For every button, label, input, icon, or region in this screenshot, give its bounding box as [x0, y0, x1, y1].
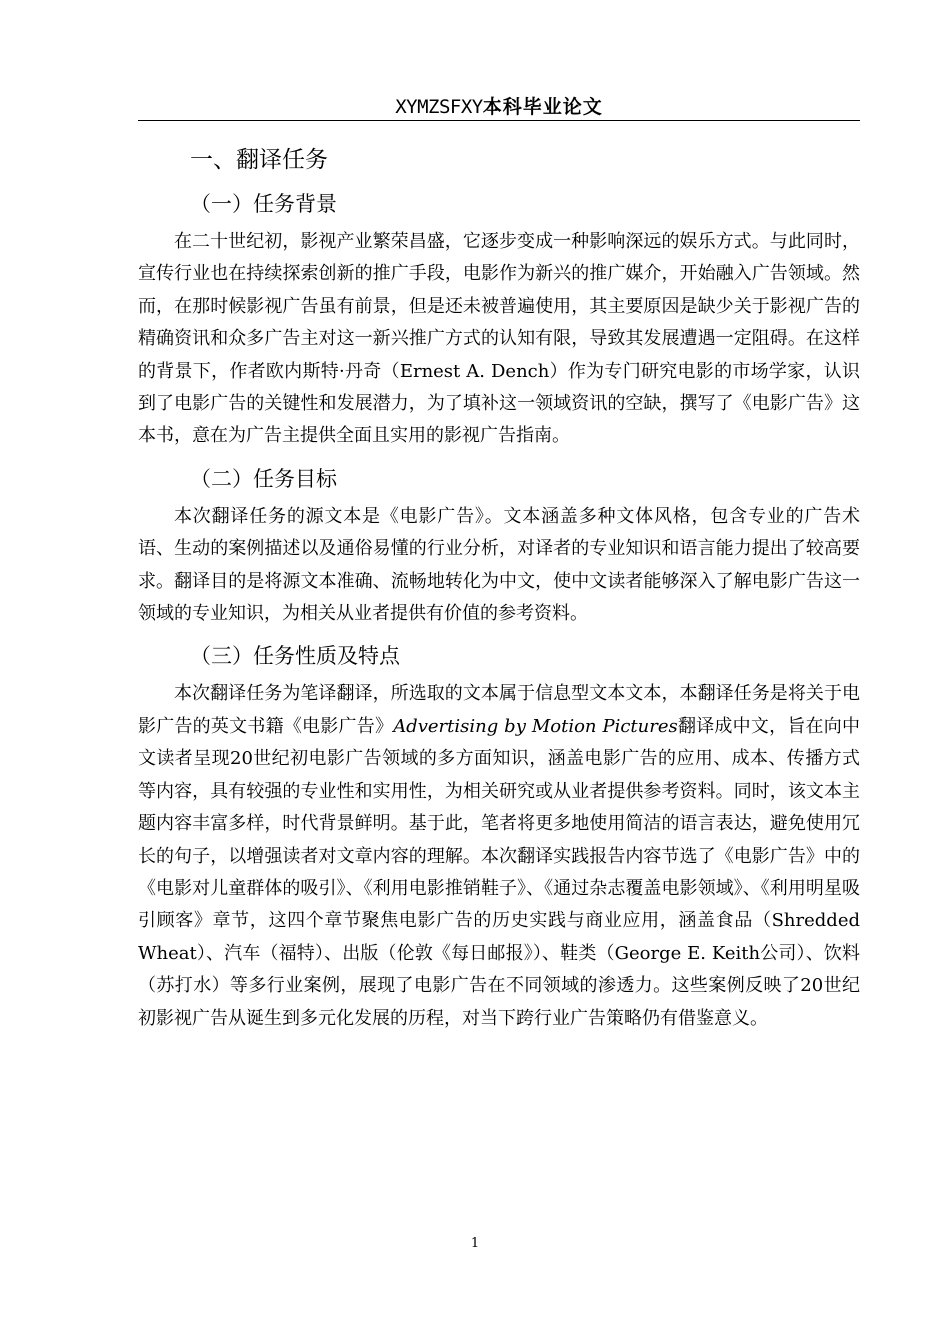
page-number: 1 — [470, 1236, 480, 1251]
english-book-title: Advertising by Motion Pictures — [393, 715, 678, 737]
header-code: XYMZSFXY — [395, 96, 483, 118]
running-header — [138, 94, 860, 121]
paragraph-objective: 本次翻译任务的源文本是《电影广告》。文本涵盖多种文体风格，包含专业的广告术语、生动的案例描述以及通俗易懂的行业分析，对译者的专业知识和语言能力提出了较高要求。翻译目的是将源文本准确、流畅地转化为中文，使中文读者能够深入了解电影广告这一领域的专业知识，为相关从业者提供有价值的参考资料。 — [138, 505, 860, 625]
subsection-title-background: （一）任务背景 — [190, 192, 337, 216]
paragraph-nature — [138, 678, 860, 1034]
paragraph-background: 在二十世纪初，影视产业繁荣昌盛，它逐步变成一种影响深远的娱乐方式。与此同时，宣传行业也在持续探索创新的推广手段，电影作为新兴的推广媒介，开始融入广告领域。然而，在那时候影视广告虽有前景，但是还未被普遍使用，其主要原因是缺少关于影视广告的精确资讯和众多广告主对这一新兴推广方式的认知有限，导致其发展遭遇一定阻碍。在这样的背景下，作者欧内斯特·丹奇（Ernest A. Dench）作为专门研究电影的市场学家，认识到了电影广告的关键性和发展潜力，为了填补这一领域资讯的空缺，撰写了《电影广告》这本书，意在为广告主提供全面且实用的影视广告指南。 — [138, 231, 860, 447]
subsection-title-nature: （三）任务性质及特点 — [190, 644, 400, 669]
paragraph-nature-part-2: 翻译成中文，旨在向中文读者呈现20世纪初电影广告领域的多方面知识，涵盖电影广告的应用、成本、传播方式等内容，具有较强的专业性和实用性，为相关研究或从业者提供参考资料。同时，该文本主题内容丰富多样，时代背景鲜明。基于此，笔者将更多地使用简洁的语言表达，避免使用冗长的句子，以增强读者对文章内容的理解。本次翻译实践报告内容节选了《电影广告》中的《电影对儿童群体的吸引》、《利用电影推销鞋子》、《通过杂志覆盖电影领域》、《利用明星吸引顾客》章节，这四个章节聚焦电影广告的历史实践与商业应用，涵盖食品（Shredded Wheat）、汽车（福特）、出版（伦敦《每日邮报》）、鞋类（George E. Keith公司）、饮料（苏打水）等多行业案例，展现了电影广告在不同领域的渗透力。这些案例反映了20世纪初影视广告从诞生到多元化发展的历程，对当下跨行业广告策略仍有借鉴意义。 — [138, 715, 861, 1029]
paragraph-nature-part-1: 本次翻译任务为笔译翻译，所选取的文本属于信息型文本文本，本翻译任务是将关于电影广告的英文书籍《电影广告》 — [138, 683, 860, 737]
subsection-title-objective: （二）任务目标 — [190, 466, 337, 491]
header-label: 本科毕业论文 — [482, 96, 603, 118]
body-content — [138, 138, 860, 1035]
section-title: 一、翻译任务 — [190, 147, 328, 173]
